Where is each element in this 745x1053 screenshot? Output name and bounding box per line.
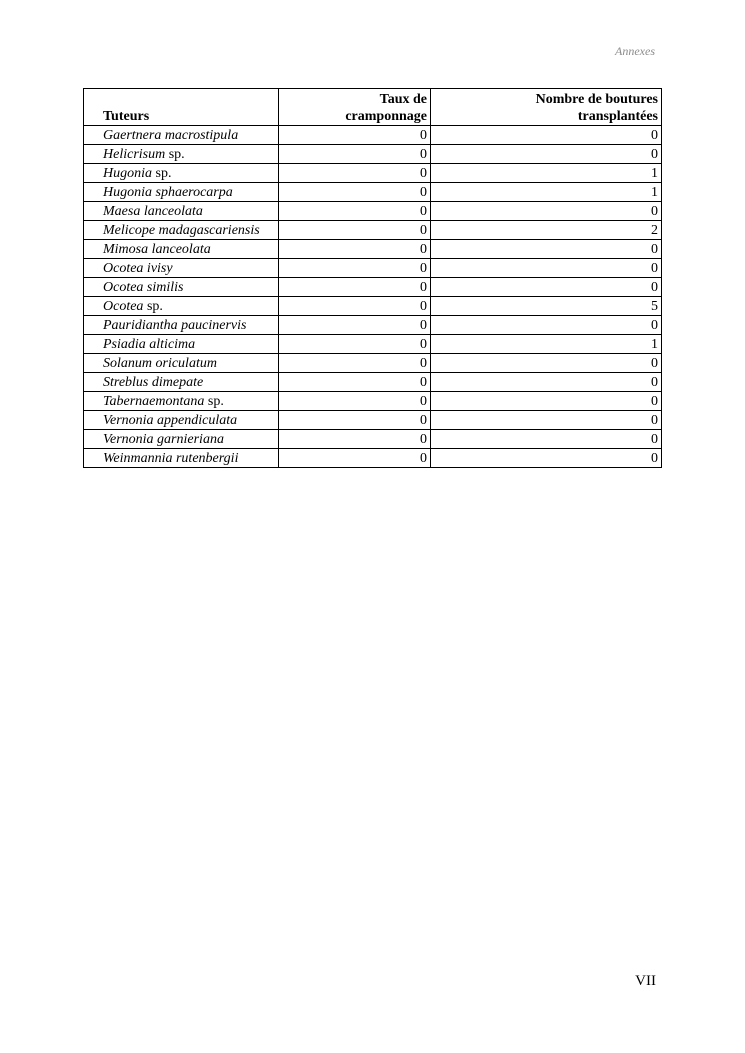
table-row bbox=[84, 354, 662, 373]
taux-cell: 0 bbox=[279, 183, 431, 202]
taux-cell: 0 bbox=[279, 202, 431, 221]
tuteur-name-cell bbox=[84, 164, 279, 183]
table-row bbox=[84, 278, 662, 297]
column-header-taux-line1: Taux de bbox=[379, 92, 427, 107]
tuteur-name: Streblus dimepate bbox=[103, 375, 204, 390]
table-row bbox=[84, 240, 662, 259]
tuteur-name: Weinmannia rutenbergii bbox=[103, 451, 239, 466]
tuteur-name: Tabernaemontana bbox=[103, 394, 205, 409]
tuteur-name-cell bbox=[84, 411, 279, 430]
table-header-row bbox=[84, 89, 662, 126]
table-row bbox=[84, 164, 662, 183]
tuteur-name-cell bbox=[84, 221, 279, 240]
tuteur-name-cell bbox=[84, 126, 279, 145]
column-header-nombre bbox=[431, 89, 662, 126]
table-row bbox=[84, 392, 662, 411]
tuteur-name-cell bbox=[84, 335, 279, 354]
tuteur-name: Ocotea ivisy bbox=[103, 261, 173, 276]
nombre-cell: 0 bbox=[431, 202, 662, 221]
nombre-cell: 0 bbox=[431, 430, 662, 449]
table-row bbox=[84, 411, 662, 430]
nombre-cell: 0 bbox=[431, 126, 662, 145]
tuteur-name: Pauridiantha paucinervis bbox=[103, 318, 247, 333]
table-row bbox=[84, 335, 662, 354]
nombre-cell: 1 bbox=[431, 335, 662, 354]
tuteur-name-cell bbox=[84, 430, 279, 449]
running-header: Annexes bbox=[615, 44, 655, 58]
tuteurs-table bbox=[83, 88, 662, 468]
tuteur-name: Melicope madagascariensis bbox=[103, 223, 260, 238]
tuteur-name: Gaertnera macrostipula bbox=[103, 128, 239, 143]
table-row bbox=[84, 126, 662, 145]
tuteur-name-cell bbox=[84, 240, 279, 259]
taux-cell: 0 bbox=[279, 164, 431, 183]
nombre-cell: 0 bbox=[431, 411, 662, 430]
nombre-cell: 2 bbox=[431, 221, 662, 240]
table-row bbox=[84, 449, 662, 468]
taux-cell: 0 bbox=[279, 126, 431, 145]
taux-cell: 0 bbox=[279, 259, 431, 278]
table-row bbox=[84, 297, 662, 316]
nombre-cell: 0 bbox=[431, 392, 662, 411]
taux-cell: 0 bbox=[279, 240, 431, 259]
taux-cell: 0 bbox=[279, 221, 431, 240]
tuteur-name-suffix: sp. bbox=[165, 147, 185, 162]
nombre-cell: 5 bbox=[431, 297, 662, 316]
tuteur-name: Vernonia appendiculata bbox=[103, 413, 238, 428]
tuteur-name: Solanum oriculatum bbox=[103, 356, 217, 371]
tuteur-name: Maesa lanceolata bbox=[103, 204, 203, 219]
taux-cell: 0 bbox=[279, 411, 431, 430]
tuteur-name: Hugonia bbox=[103, 166, 152, 181]
taux-cell: 0 bbox=[279, 145, 431, 164]
nombre-cell: 0 bbox=[431, 278, 662, 297]
nombre-cell: 0 bbox=[431, 449, 662, 468]
nombre-cell: 0 bbox=[431, 145, 662, 164]
column-header-tuteurs bbox=[84, 89, 279, 126]
table-row bbox=[84, 373, 662, 392]
tuteur-name: Mimosa lanceolata bbox=[103, 242, 211, 257]
table-row bbox=[84, 145, 662, 164]
taux-cell: 0 bbox=[279, 430, 431, 449]
tuteur-name-cell bbox=[84, 183, 279, 202]
taux-cell: 0 bbox=[279, 335, 431, 354]
tuteur-name-cell bbox=[84, 297, 279, 316]
table-row bbox=[84, 259, 662, 278]
tuteur-name: Ocotea bbox=[103, 299, 144, 314]
tuteur-name: Helicrisum bbox=[103, 147, 166, 162]
table-row bbox=[84, 430, 662, 449]
tuteur-name: Hugonia sphaerocarpa bbox=[103, 185, 233, 200]
column-header-taux bbox=[279, 89, 431, 126]
nombre-cell: 0 bbox=[431, 259, 662, 278]
taux-cell: 0 bbox=[279, 354, 431, 373]
nombre-cell: 1 bbox=[431, 164, 662, 183]
nombre-cell: 0 bbox=[431, 316, 662, 335]
tuteur-name-cell bbox=[84, 202, 279, 221]
nombre-cell: 0 bbox=[431, 354, 662, 373]
taux-cell: 0 bbox=[279, 449, 431, 468]
page-number: VII bbox=[635, 973, 656, 989]
tuteur-name-cell bbox=[84, 354, 279, 373]
taux-cell: 0 bbox=[279, 278, 431, 297]
tuteur-name-cell bbox=[84, 145, 279, 164]
tuteur-name-cell bbox=[84, 392, 279, 411]
tuteur-name-cell bbox=[84, 373, 279, 392]
nombre-cell: 1 bbox=[431, 183, 662, 202]
tuteur-name-cell bbox=[84, 316, 279, 335]
column-header-nombre-line1: Nombre de boutures bbox=[535, 92, 658, 107]
tuteur-name-suffix: sp. bbox=[152, 166, 172, 181]
table-row bbox=[84, 202, 662, 221]
taux-cell: 0 bbox=[279, 297, 431, 316]
tuteur-name-cell bbox=[84, 259, 279, 278]
tuteur-name: Vernonia garnieriana bbox=[103, 432, 224, 447]
taux-cell: 0 bbox=[279, 373, 431, 392]
column-header-tuteurs-label: Tuteurs bbox=[103, 109, 150, 124]
column-header-nombre-line2: transplantées bbox=[577, 109, 658, 124]
nombre-cell: 0 bbox=[431, 240, 662, 259]
table-row bbox=[84, 221, 662, 240]
tuteur-name: Psiadia alticima bbox=[103, 337, 196, 352]
tuteur-name-cell bbox=[84, 449, 279, 468]
tuteur-name: Ocotea similis bbox=[103, 280, 184, 295]
table-row bbox=[84, 183, 662, 202]
table-body bbox=[84, 126, 662, 468]
taux-cell: 0 bbox=[279, 392, 431, 411]
tuteur-name-suffix: sp. bbox=[204, 394, 224, 409]
table-row bbox=[84, 316, 662, 335]
nombre-cell: 0 bbox=[431, 373, 662, 392]
taux-cell: 0 bbox=[279, 316, 431, 335]
tuteur-name-cell bbox=[84, 278, 279, 297]
column-header-taux-line2: cramponnage bbox=[345, 109, 427, 124]
tuteur-name-suffix: sp. bbox=[143, 299, 163, 314]
